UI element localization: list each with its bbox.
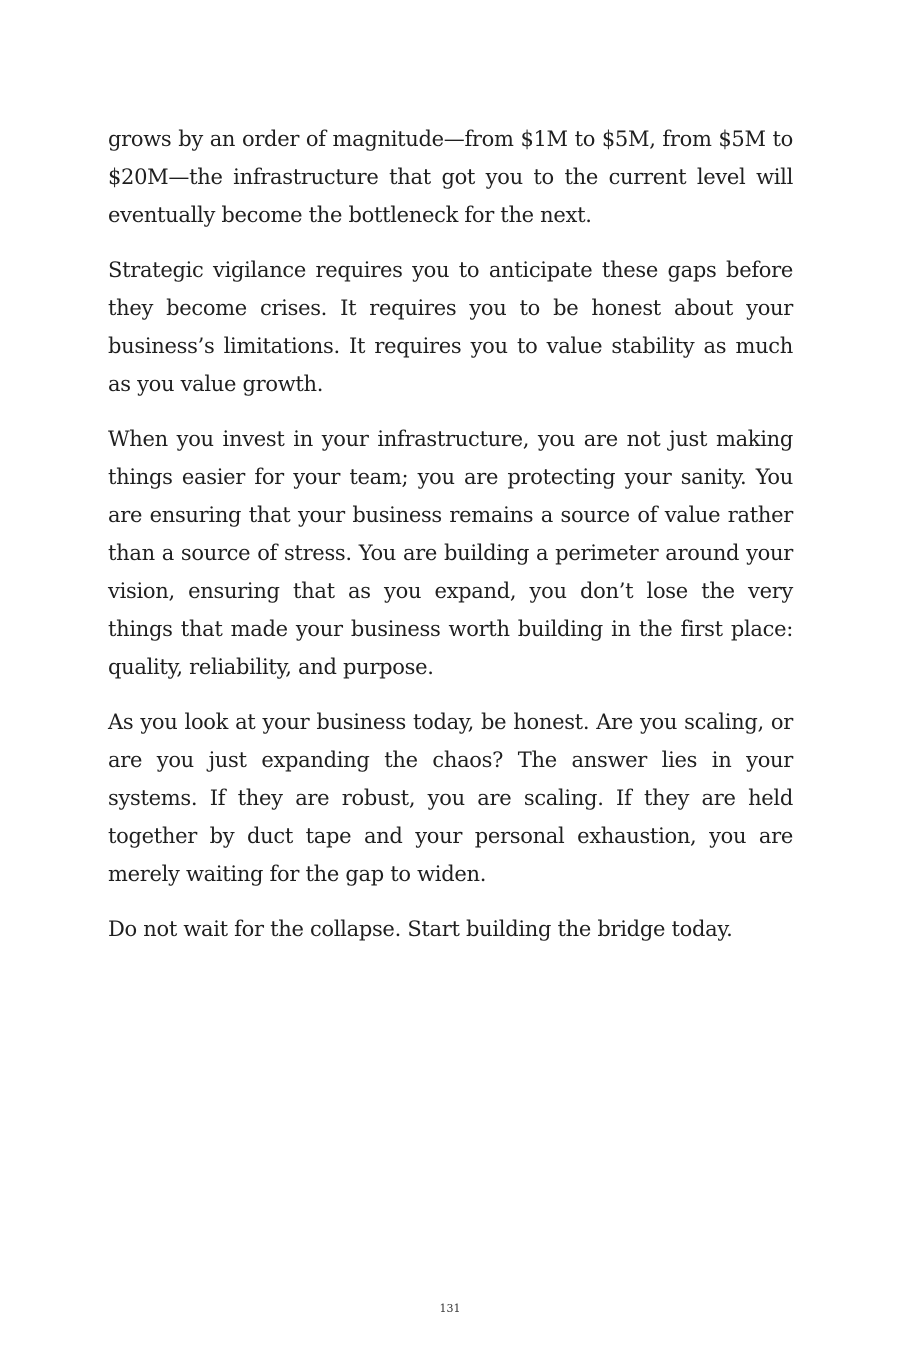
paragraph: grows by an order of magnitude—from $1M to $5M, from $5M to $20M—the infrastructure that got you to the current level will eventually become the bottleneck for the next. bbox=[108, 127, 793, 227]
paragraph: As you look at your business today, be honest. Are you scaling, or are you just expanding the chaos? The answer lies in your systems. If they are robust, you are scaling. If they are held together by duct tape and your personal exhaustion, you are merely waiting for the gap to widen. bbox=[108, 710, 793, 886]
paragraph: Strategic vigilance requires you to anticipate these gaps before they become crises. It requires you to be honest about your business’s limitations. It requires you to value stability as much as you value growth. bbox=[108, 258, 793, 396]
paragraph: Do not wait for the collapse. Start building the bridge today. bbox=[108, 917, 733, 941]
body-text bbox=[108, 120, 793, 965]
paragraph: When you invest in your infrastructure, you are not just making things easier for your team; you are protecting your sanity. You are ensuring that your business remains a source of value rather than a source of stress. You are building a perimeter around your vision, ensuring that as you expand, you don’t lose the very things that made your business worth building in the first place: quality, reliability, and purpose. bbox=[108, 427, 793, 679]
page-number: 131 bbox=[439, 1302, 461, 1315]
